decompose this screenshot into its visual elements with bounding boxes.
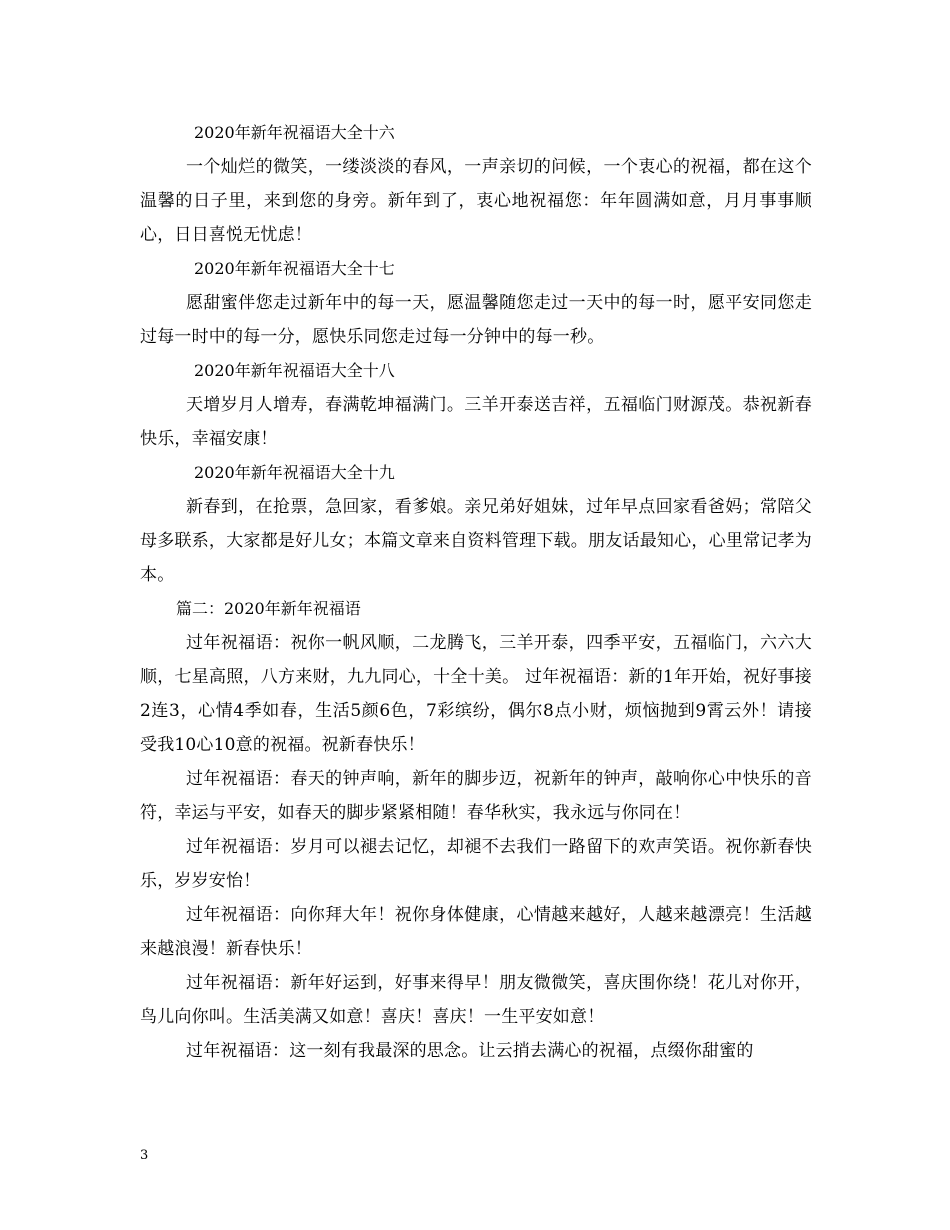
paragraph-greeting-4: 过年祝福语：向你拜大年！祝你身体健康，心情越来越好，人越来越漂亮！生活越来越浪漫！新春快乐！ (140, 905, 812, 959)
paragraph-greeting-6: 过年祝福语：这一刻有我最深的思念。让云捎去满心的祝福，点缀你甜蜜的 (186, 1041, 754, 1061)
heading-16: 2020年新年祝福语大全十六 (194, 123, 395, 142)
heading-19: 2020年新年祝福语大全十九 (194, 463, 395, 482)
paragraph-greeting-5: 过年祝福语：新年好运到，好事来得早！朋友微微笑，喜庆围你绕！花儿对你开，鸟儿向你叫。生活美满又如意！喜庆！喜庆！一生平安如意！ (140, 973, 812, 1027)
document-body (140, 116, 812, 1068)
paragraph-16: 一个灿烂的微笑，一缕淡淡的春风，一声亲切的问候，一个衷心的祝福，都在这个温馨的日子里，来到您的身旁。新年到了，衷心地祝福您：年年圆满如意，月月事事顺心，日日喜悦无忧虑！ (140, 157, 812, 245)
paragraph-19: 新春到，在抢票，急回家，看爹娘。亲兄弟好姐妹，过年早点回家看爸妈；常陪父母多联系，大家都是好儿女；本篇文章来自资料管理下载。朋友话最知心，心里常记孝为本。 (140, 497, 812, 585)
paragraph-greeting-3: 过年祝福语：岁月可以褪去记忆，却褪不去我们一路留下的欢声笑语。祝你新春快乐，岁岁安怡！ (140, 837, 812, 891)
paragraph-greeting-1: 过年祝福语：祝你一帆风顺，二龙腾飞，三羊开泰，四季平安，五福临门，六六大顺，七星高照，八方来财，九九同心，十全十美。 过年祝福语：新的1年开始，祝好事接2连3，心情4季如春，生活5颜6色，7彩缤纷，偶尔8点小财，烦恼抛到9霄云外！请接受我10心10意的祝福。祝新春快乐！ (140, 633, 812, 755)
paragraph-greeting-2: 过年祝福语：春天的钟声响，新年的脚步迈，祝新年的钟声，敲响你心中快乐的音符，幸运与平安，如春天的脚步紧紧相随！春华秋实，我永远与你同在！ (140, 769, 812, 823)
paragraph-18: 天增岁月人增寿，春满乾坤福满门。三羊开泰送吉祥，五福临门财源茂。恭祝新春快乐，幸福安康！ (140, 395, 812, 449)
section-heading-part-two: 篇二：2020年新年祝福语 (176, 599, 361, 618)
heading-17: 2020年新年祝福语大全十七 (194, 259, 395, 278)
paragraph-17: 愿甜蜜伴您走过新年中的每一天，愿温馨随您走过一天中的每一时，愿平安同您走过每一时中的每一分，愿快乐同您走过每一分钟中的每一秒。 (140, 293, 812, 347)
page-number: 3 (140, 1148, 149, 1163)
heading-18: 2020年新年祝福语大全十八 (194, 361, 395, 380)
